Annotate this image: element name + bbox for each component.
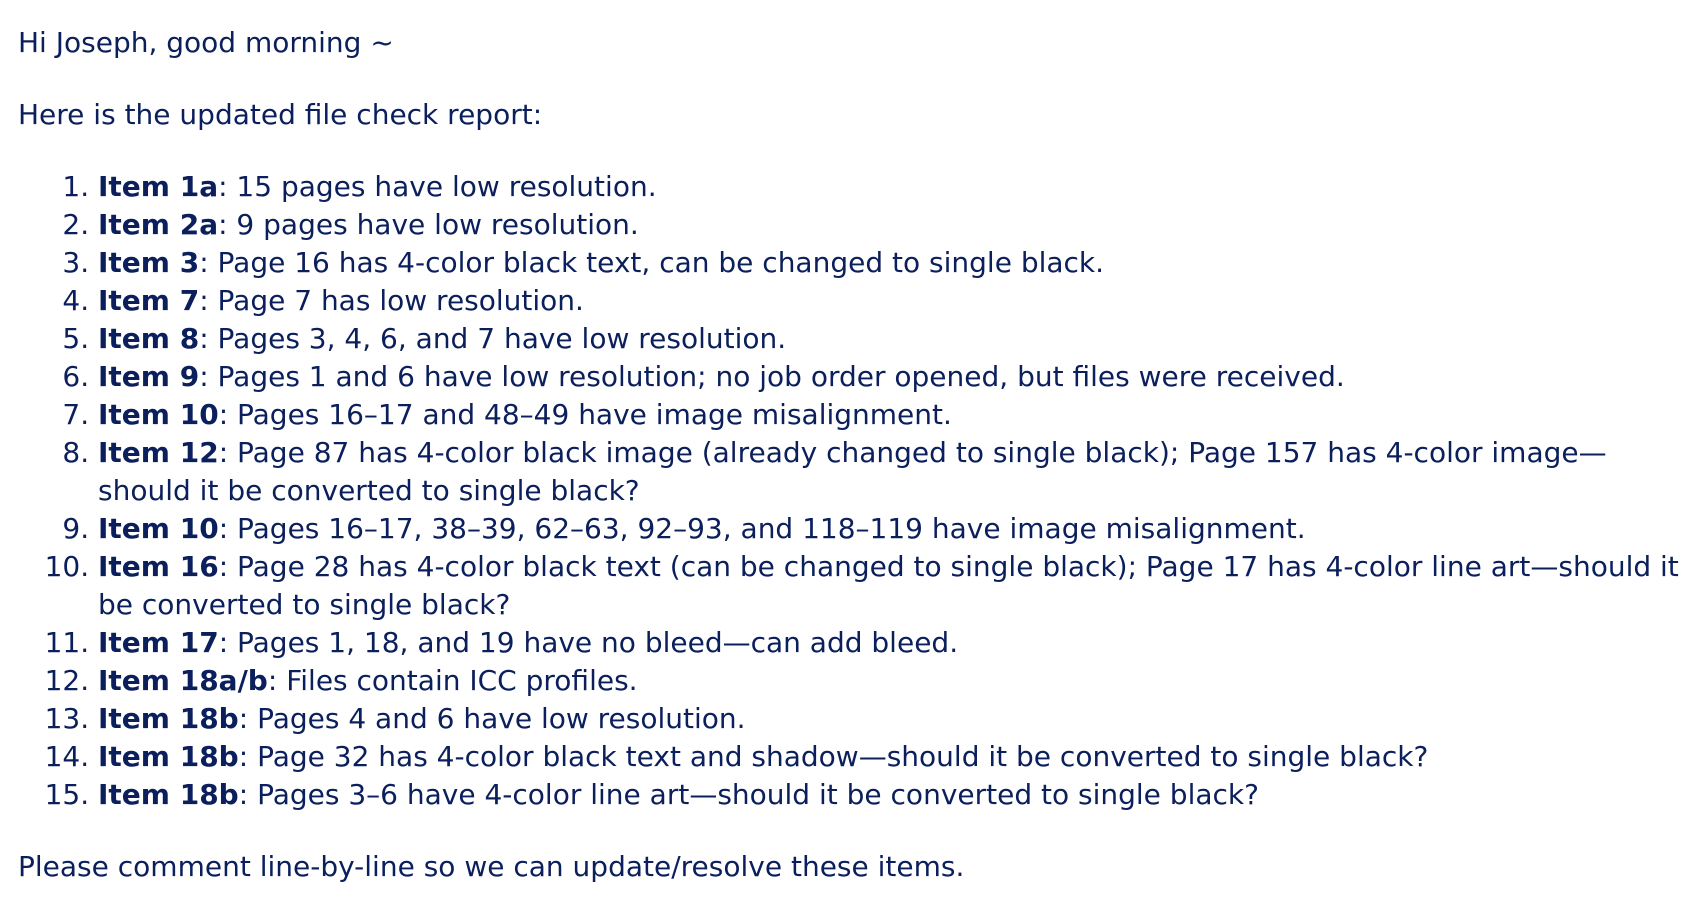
- email-body: [18, 24, 1688, 886]
- item-label: Item 12: [98, 436, 219, 469]
- list-item: [98, 510, 1688, 548]
- item-text: : Page 32 has 4-color black text and shadow—should it be converted to single black?: [238, 740, 1429, 773]
- item-text: : Pages 1 and 6 have low resolution; no job order opened, but files were received.: [199, 360, 1345, 393]
- list-item: [98, 396, 1688, 434]
- list-item: [98, 548, 1688, 624]
- item-text: : Pages 1, 18, and 19 have no bleed—can add bleed.: [218, 626, 959, 659]
- item-text: : 9 pages have low resolution.: [218, 208, 639, 241]
- greeting-text: Hi Joseph, good morning ~: [18, 26, 394, 59]
- list-item: [98, 738, 1688, 776]
- list-item: [98, 282, 1688, 320]
- list-item: [98, 320, 1688, 358]
- item-text: : Files contain ICC profiles.: [267, 664, 638, 697]
- list-item: [98, 700, 1688, 738]
- intro-text: Here is the updated file check report:: [18, 98, 543, 131]
- item-label: Item 18a/b: [98, 664, 268, 697]
- list-item: [98, 206, 1688, 244]
- item-label: Item 18b: [98, 778, 239, 811]
- item-text: : Pages 3, 4, 6, and 7 have low resolution.: [199, 322, 787, 355]
- item-label: Item 1a: [98, 170, 219, 203]
- item-text: : 15 pages have low resolution.: [218, 170, 657, 203]
- item-label: Item 18b: [98, 740, 239, 773]
- item-label: Item 8: [98, 322, 200, 355]
- list-item: [98, 434, 1688, 510]
- report-list: [18, 168, 1688, 814]
- list-item: [98, 624, 1688, 662]
- item-text: : Pages 3–6 have 4-color line art—should it be converted to single black?: [238, 778, 1259, 811]
- item-text: : Page 7 has low resolution.: [199, 284, 584, 317]
- item-label: Item 2a: [98, 208, 219, 241]
- item-label: Item 10: [98, 398, 219, 431]
- item-label: Item 3: [98, 246, 200, 279]
- item-label: Item 9: [98, 360, 200, 393]
- closing-text: Please comment line-by-line so we can update/resolve these items.: [18, 850, 965, 883]
- item-label: Item 7: [98, 284, 200, 317]
- item-text: : Pages 4 and 6 have low resolution.: [238, 702, 746, 735]
- list-item: [98, 168, 1688, 206]
- item-text: : Page 16 has 4-color black text, can be changed to single black.: [199, 246, 1105, 279]
- list-item: [98, 776, 1688, 814]
- item-label: Item 18b: [98, 702, 239, 735]
- item-text: : Page 28 has 4-color black text (can be changed to single black); Page 17 has 4-color line art—should it be converted to single black?: [98, 550, 1679, 621]
- item-text: : Page 87 has 4-color black image (already changed to single black); Page 157 has 4-color image—should it be converted to single black?: [98, 436, 1607, 507]
- list-item: [98, 358, 1688, 396]
- list-item: [98, 244, 1688, 282]
- item-label: Item 10: [98, 512, 219, 545]
- item-text: : Pages 16–17 and 48–49 have image misalignment.: [218, 398, 952, 431]
- item-label: Item 17: [98, 626, 219, 659]
- item-text: : Pages 16–17, 38–39, 62–63, 92–93, and 118–119 have image misalignment.: [218, 512, 1306, 545]
- item-label: Item 16: [98, 550, 219, 583]
- list-item: [98, 662, 1688, 700]
